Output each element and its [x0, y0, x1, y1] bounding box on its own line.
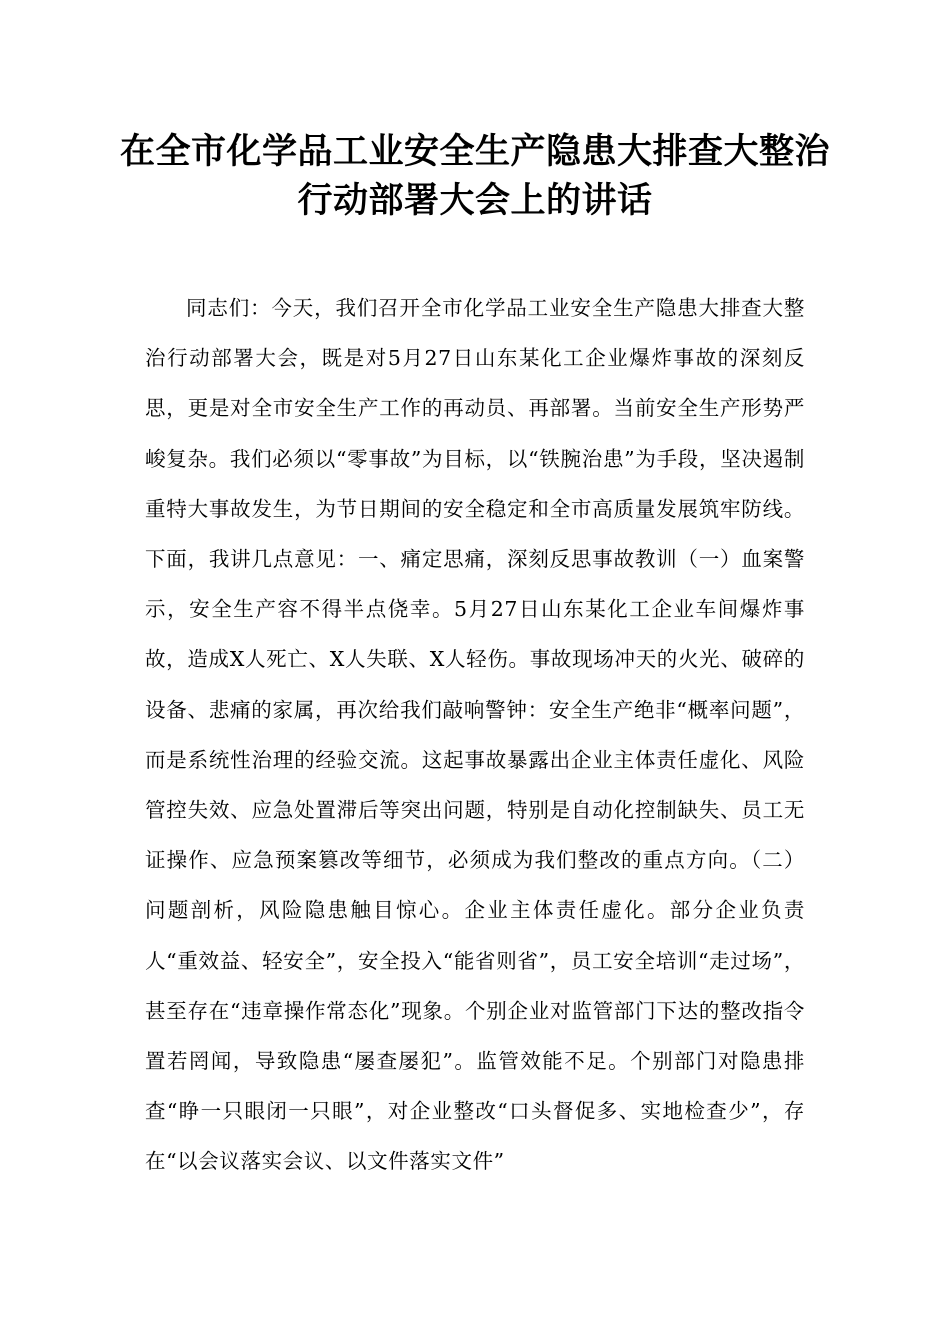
document-title: 在全市化学品工业安全生产隐患大排查大整治行动部署大会上的讲话: [120, 132, 831, 221]
document-body: 同志们：今天，我们召开全市化学品工业安全生产隐患大排查大整治行动部署大会，既是对5月27日山东某化工企业爆炸事故的深刻反思，更是对全市安全生产工作的再动员、再部署。当前安全生产形势严峻复杂。我们必须以“零事故”为目标，以“铁腕治患”为手段，坚决遏制重特大事故发生，为节日期间的安全稳定和全市高质量发展筑牢防线。下面，我讲几点意见：一、痛定思痛，深刻反思事故教训（一）血案警示，安全生产容不得半点侥幸。5月27日山东某化工企业车间爆炸事故，造成X人死亡、X人失联、X人轻伤。事故现场冲天的火光、破碎的设备、悲痛的家属，再次给我们敲响警钟：安全生产绝非“概率问题”，而是系统性治理的经验交流。这起事故暴露出企业主体责任虚化、风险管控失效、应急处置滞后等突出问题，特别是自动化控制缺失、员工无证操作、应急预案篡改等细节，必须成为我们整改的重点方向。（二）问题剖析，风险隐患触目惊心。企业主体责任虚化。部分企业负责人“重效益、轻安全”，安全投入“能省则省”，员工安全培训“走过场”，甚至存在“违章操作常态化”现象。个别企业对监管部门下达的整改指令置若罔闻，导致隐患“屡查屡犯”。监管效能不足。个别部门对隐患排查“睁一只眼闭一只眼”，对企业整改“口头督促多、实地检查少”，存在“以会议落实会议、以文件落实文件”: [145, 296, 805, 1174]
